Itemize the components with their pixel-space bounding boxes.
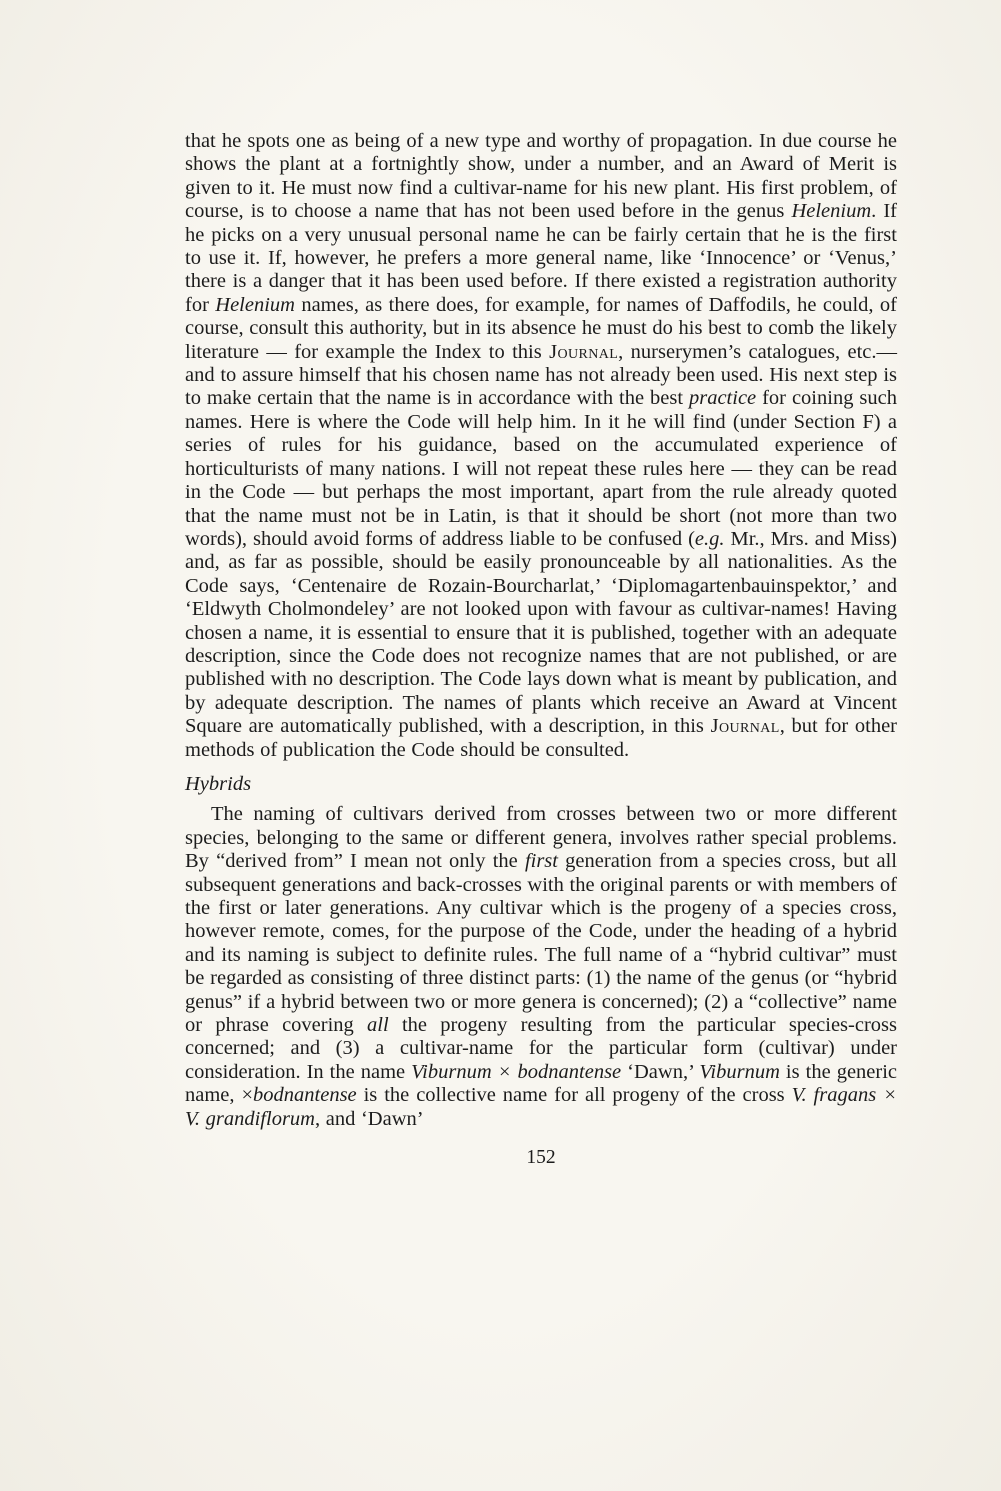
text-run-normal: that he spots one as being of a new type and worthy of propagation. In due course he shows the plant at a fortnightly show, under a number, and an Award of Merit is given to it. He must now find a cultivar-name for his new plant. His first problem, of course, is to choose a name that has not been used before in the genus bbox=[185, 130, 897, 223]
text-run-italic: Hybrids bbox=[185, 772, 252, 795]
page-number: 152 bbox=[526, 1147, 556, 1169]
text-run-smallcaps: Journal bbox=[710, 715, 780, 738]
text-run-normal: for coining such names. Here is where the Code will help him. In it he will find (under Section F) a series of rules for his guidance, based on the accumulated experience of horticulturists of many nations. I will not repeat these rules here — they can be read in the Code — but perhaps the most important, apart from the rule already quoted that the name must not be in Latin, is that it should be short (not more than two words), should avoid forms of address liable to be confused ( bbox=[185, 387, 897, 550]
text-run-italic: first bbox=[524, 850, 558, 873]
text-run-italic: Viburnum × bodnantense bbox=[411, 1060, 622, 1083]
text-run-normal: generation from a species cross, but all subsequent generations and back-crosses with the original parents or with members of the first or later generations. Any cultivar which is the progeny of a species cross, however remote, comes, for the purpose of the Code, under the heading of a hybrid and its naming is subject to definite rules. The full name of a “hybrid cultivar” must be regarded as consisting of three distinct parts: (1) the name of the genus (or “hybrid genus” if a hybrid between two or more genera is concerned); (2) a “collective” name or phrase covering bbox=[185, 850, 897, 1037]
text-run-normal: names, as there does, for example, for names of Daffodils, he could, of course, consult this authority, but in its absence he must do his best to comb the likely literature — for example the Index to this bbox=[185, 293, 897, 363]
text-run-normal: , but for other methods of publication the Code should be consulted. bbox=[185, 715, 897, 761]
section-heading bbox=[185, 773, 897, 796]
text-block bbox=[185, 130, 897, 1169]
text-run-italic: all bbox=[367, 1014, 389, 1037]
text-run-italic: Helenium bbox=[791, 200, 872, 223]
paragraph bbox=[185, 803, 897, 1131]
text-run-normal: , nurserymen’s catalogues, etc.—and to assure himself that his chosen name has not already been used. His next step is to make certain that the name is in accordance with the best bbox=[185, 340, 898, 410]
text-run-normal: , and ‘Dawn’ bbox=[314, 1107, 424, 1130]
text-run-italic: e.g. bbox=[694, 527, 725, 550]
text-run-italic: practice bbox=[688, 387, 757, 410]
text-run-normal: is the collective name for all progeny of the cross bbox=[356, 1084, 792, 1107]
text-run-italic: Viburnum bbox=[699, 1060, 780, 1083]
text-run-italic: bodnantense bbox=[253, 1084, 357, 1107]
text-run-normal: ‘Dawn,’ bbox=[621, 1060, 700, 1083]
text-run-italic: V. fragans × V. grandiflorum bbox=[185, 1084, 897, 1130]
text-run-smallcaps: Journal bbox=[549, 340, 619, 363]
paragraphs-container bbox=[185, 130, 897, 1131]
text-run-normal: Mr., Mrs. and Miss) and, as far as possible, should be easily pronounceable by all nationalities. As the Code says, ‘Centenaire de Rozain-Bourcharlat,’ ‘Diplomagartenbauinspektor,’ and ‘Eldwyth Cholmondeley’ are not looked upon with favour as cultivar-names! Having chosen a name, it is essential to ensure that it is published, together with an adequate description, since the Code does not recognize names that are not published, or are published with no description. The Code lays down what is meant by publication, and by adequate description. The names of plants which receive an Award at Vincent Square are automatically published, with a description, in this bbox=[185, 527, 898, 738]
text-run-normal: The naming of cultivars derived from crosses between two or more different species, belonging to the same or different genera, involves rather special problems. By “derived from” I mean not only the bbox=[185, 803, 897, 873]
text-run-normal: is the generic name, × bbox=[185, 1060, 898, 1107]
text-run-italic: Helenium bbox=[215, 293, 295, 316]
paragraph bbox=[185, 130, 897, 762]
text-run-normal: . If he picks on a very unusual personal name he can be fairly certain that he is the first to use it. If, however, he prefers a more general name, like ‘Innocence’ or ‘Venus,’ there is a danger that it has been used before. If there existed a registration authority for bbox=[185, 200, 897, 316]
text-run-normal: the progeny resulting from the particular species-cross concerned; and (3) a cultivar-name for the particular form (cultivar) under consideration. In the name bbox=[185, 1014, 897, 1083]
